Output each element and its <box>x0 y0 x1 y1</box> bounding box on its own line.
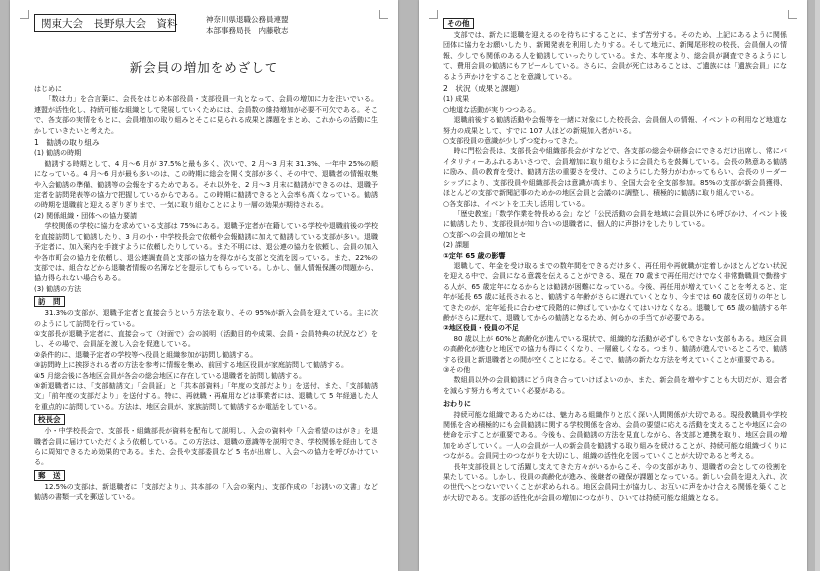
margin-corner-mark <box>379 10 388 19</box>
tag-visit: 訪 問 <box>34 296 65 307</box>
list-item: ○各支部は、イベントを工夫し活用している。 <box>443 199 590 208</box>
list-item: ③訪問時上に挨拶される者の方法を参考に情報を集め、前回する地区役員が家庭訪問して勧誘する。 <box>34 361 348 370</box>
vertical-scrollbar[interactable] <box>815 0 820 571</box>
margin-corner-mark <box>429 10 438 19</box>
paragraph: 支部では、新たに退職を迎えるのを待ちにすることに、まず苦労する。そのため、上記にあるように関係団体に協力をお願いしたり、新聞発表を利用したりする。そして地元に、新聞尾形校の校長、会員個人の情報、少しでも関係のある人を勧誘していったりしている。また、本年度より、総会員が調査できるようにして、費用会員の勧誘にもアピールしている。さらに、会員が死亡はあることは、ご遺族には「遺族会員」になるよう声かけをすることを意識している。 <box>443 31 787 81</box>
header-author: 神奈川県退職公務員連盟 本部事務局長 内藤敬志 <box>206 15 289 35</box>
section-heading: 2 状況（成果と課題） <box>443 84 524 94</box>
subsection-heading: (2) 関係組織・団体への協力要請 <box>34 211 138 220</box>
list-item: 「歴史教室」「数学作業を特長める会」など「公民活動の会員を地域に会員以外にも呼びかけ、イベント後に勧誘したり、支部役員が知り合いの退職者に、個人的に声掛けをしたりしている。 <box>443 209 787 229</box>
margin-corner-mark <box>788 10 797 19</box>
issue-heading: ②地区役員・役員の不足 <box>443 324 519 333</box>
tag-mail: 郵 送 <box>34 470 65 481</box>
issue-heading: ①定年 65 歳の影響 <box>443 251 506 260</box>
subsection-heading: (3) 勧誘の方法 <box>34 284 82 293</box>
list-item: ④5 月総会後に各地区会員が各会の総会地区に存在している退職者を訪問し勧誘する。 <box>34 371 306 380</box>
paragraph: 退職して、年金を受け取るまでの数年間をできるだけ多く、再任用や再就職が定着しかほとんどない状況を迎える中で、会員になる意義を伝えることができる、現在 70 歳まで再任用だけでなく非常勤職員で勤務する人が、65 歳定年になるからとは勧誘が困難になっている。今後、再任用が増えていくことを考えると、定年が延長 65 歳に延長されると、勧誘する年齢がさらに遅れていくとなり、今までは 60 歳を区切りの年としてきたのが、定年延長に合わせて段階的に伸ばしていかなくてはいけなくなる。退職して 65 歳の勧誘する年齢がさらに遅れて、退職してからの勧誘となるため、何らかの手当てが必要である。 <box>443 261 787 322</box>
intro-heading: はじめに <box>34 85 62 93</box>
list-item: ○支部役員の意識が少しずつ変わってきた。 <box>443 137 583 146</box>
document-page-right <box>419 0 807 571</box>
issue-heading: ③その他 <box>443 366 471 374</box>
list-item: ○支部への会員の増加とセ <box>443 230 527 239</box>
document-page-left <box>10 0 398 571</box>
list-item: ○地道な活動が実りつつある。 <box>443 105 541 114</box>
tag-other: その他 <box>443 18 474 29</box>
paragraph: 小・中学校長会で、支部長・組織部長が資料を配布して説明し、入会の資料や「入会希望のはがき」を退職者会員に届けていただくよう依頼している。この方法は、退職の意識等を説明でき、学校関係を経由してさらに周知できるため効果的である。また、会長や支部委員など 5 名が出席し、入会への協力を呼びかけている。 <box>34 427 378 467</box>
subsection-heading: (2) 課題 <box>443 241 470 250</box>
paragraph: 長年支部役員として活躍し支えてきた方々がいるからこそ、今の支部があり、退職者の会としての役割を果たしている。しかし、役員の高齢化が進み、後継者の確保が課題となっている。新しい会員を迎え入れ、次の世代へとつないでいくことが求められる。地区会員同士が協力し、お互いに声をかけ合える関係を築くことが大切である。支部の活性化が会員の増加につながり、ひいては持続可能な組織となる。 <box>443 462 787 502</box>
right-body <box>443 16 787 503</box>
left-body <box>34 84 378 503</box>
paragraph: 12.5%の支部は、新退職者に「支部だより」、共本部の「入会の案内」、支部作成の「お誘いの文書」など勧誘の書類一式を郵送している。 <box>34 482 378 502</box>
subsection-heading: (1) 勧誘の時期 <box>34 149 82 158</box>
paragraph: 数組員以外の会員勧誘にどう向き合っていけばよいのか、また、新会員を増やすことも大切だが、退会者を減らす努力も考えていく必要がある。 <box>443 376 787 395</box>
paragraph: 勧誘する時期として、4 月～6 月が 37.5%と最も多く、次いで、2 月～3 月末 31.3%、一年中 25%の順になっている。4 月～6 月が最も多いのは、この時期に総会を開く支部が多く、その中で、退職者の情報収集や入会勧誘の準備、勧誘等の会報をするためである。それ以外を、2 月～3 月末に勧誘ができるのは、退職予定者を訪問発表等の協力で把握しているからである。この時期に勧誘できると入会率も高くなっている。勧誘の時期を退職前と迎えるぎりぎりまで、一気に取り組むことにより一層の効果が期待される。 <box>34 159 378 210</box>
closing-heading: おわりに <box>443 400 471 409</box>
tag-principals-meeting: 校長会 <box>34 414 65 425</box>
document-title: 新会員の増加をめざして <box>129 60 279 75</box>
list-item: 退職前後する勧誘活動や会報等を一緒に対象にした校長会、会員個人の情報、イベントの利用など地道な努力の成果として、すでに 107 人ほどの新規加入者がいる。 <box>443 116 787 135</box>
list-item: ⑤新退職者には、「支部勧誘文」「会員証」と「共本部資料」「年度の支部だより」を送付、また、「支部勧誘文」「前年度の支部だより」を送付する。特に、再就職・再雇用などは事業者には、退職して 5 年経過した人を重点的に訪問している。方法は、地区会員が、家族訪問して勧誘するか電話をしている。 <box>34 381 378 411</box>
paragraph: 持続可能な組織であるためには、魅力ある組織作りと広く深い人間関係が大切である。現役教職員や学校関係を含め積極的にも会員勧誘に関する学校関係を含め、会員の要望に応える活動を支えることや地区に会の使命を示すことが重要である。今後も、会員勧誘の方法を見直しながら、各支部と連携を取り、地区会員の増加をめざしていく。一人の会員が一人の新会員を勧誘する取り組みを続けることが、持続可能な組織づくりにつながる。会員同士のつながりを大切にし、組織の活性化を図っていくことが大切であると考える。 <box>443 410 787 461</box>
paragraph: 学校関係の学校に協力を求めている支部は 75%にある。退職予定者が在籍している学校や退職前後の学校を直接訪問して勧誘したり、3 月の小・中学校長会で依頼や会報勧誘に加えて勧誘している支部が多い。退職予定者に、加入案内を手渡すように依頼したりしている。また不明には、退公連の協力を依頼し、会員の加入や各市町会の協力を依頼し、退公連調査員と支部の協力を得ながら支部と交流を図っている。また、22%の支部では、組合などから退職者情報の名簿などを提示してもらっている。しかし、個人情報保護の問題から、協力得られない場合もある。 <box>34 222 378 283</box>
intro-paragraph: 「数は力」を合言葉に、会長をはじめ本部役員・支部役員一丸となって、会員の増加に力を注いでいる。連盟が活性化し、持続可能な組織として発展していくためには、会員数の維持増加が必要不可欠である。そこで、各支部の実情をもとに、会員増加の取り組みとそこに見られる成果と課題をまとめ、これからの活動に生かしていきたいと考えた。 <box>34 95 378 135</box>
list-item: ②条件的に、退職予定者の学校等へ役員と組織参加が訪問し勧誘する。 <box>34 350 258 359</box>
list-item: 時に門松会長は、支部長会や組織部長会がすなどで、各支部の総会や研修会にできるだけ出席し、常にバイタリティーあふれるあいさつで、会員増加に取り組むように会員たちを鼓舞している。会長の熱意ある勧誘に励み、員の教育を受け、勧誘方法の重要さを受け、このようにした努力がわかってもらい、会長のリーダーシップにより、支部役員や組織部長会は意識が高まり、全国大会を全支部参加。85%の支部が新会員獲得、ほとんどの支部で新聞記事のためかの地区会員と会議のに調整し、積極的に勧誘に取り組んでいる。 <box>443 147 787 198</box>
paragraph: 31.3%の支部が、退職予定者と直接会うという方法を取り、その 95%が新入会員を迎えている。主に次のようにして訪問を行っている。 <box>34 309 378 328</box>
section-heading: 1 勧誘の取り組み <box>34 138 100 148</box>
list-item: ①支部長が退職予定者に、直接会って（対面で）会の説明（活動目的や成果、会員・会員特典の状況など）をし、その場で、会員証を渡し入会を促進している。 <box>34 329 378 349</box>
margin-corner-mark <box>20 10 29 19</box>
paragraph: 80 歳以上が 60%と高齢化が進んでいる現状で、組織的な活動が必ずしもできない支部もある。地区会員の高齢化が進むと地区での協力も得にくくなり、一層厳しくなる。つまり、勧誘が進んでいるところで、勧誘する役員と新退職者との間が空くことになる。そこで、勧誘の新たな方法を考えていくことが重要である。 <box>443 334 787 364</box>
header-box: 関東大会 長野県大会 資料 <box>34 14 176 32</box>
subsection-heading: (1) 成果 <box>443 95 470 104</box>
